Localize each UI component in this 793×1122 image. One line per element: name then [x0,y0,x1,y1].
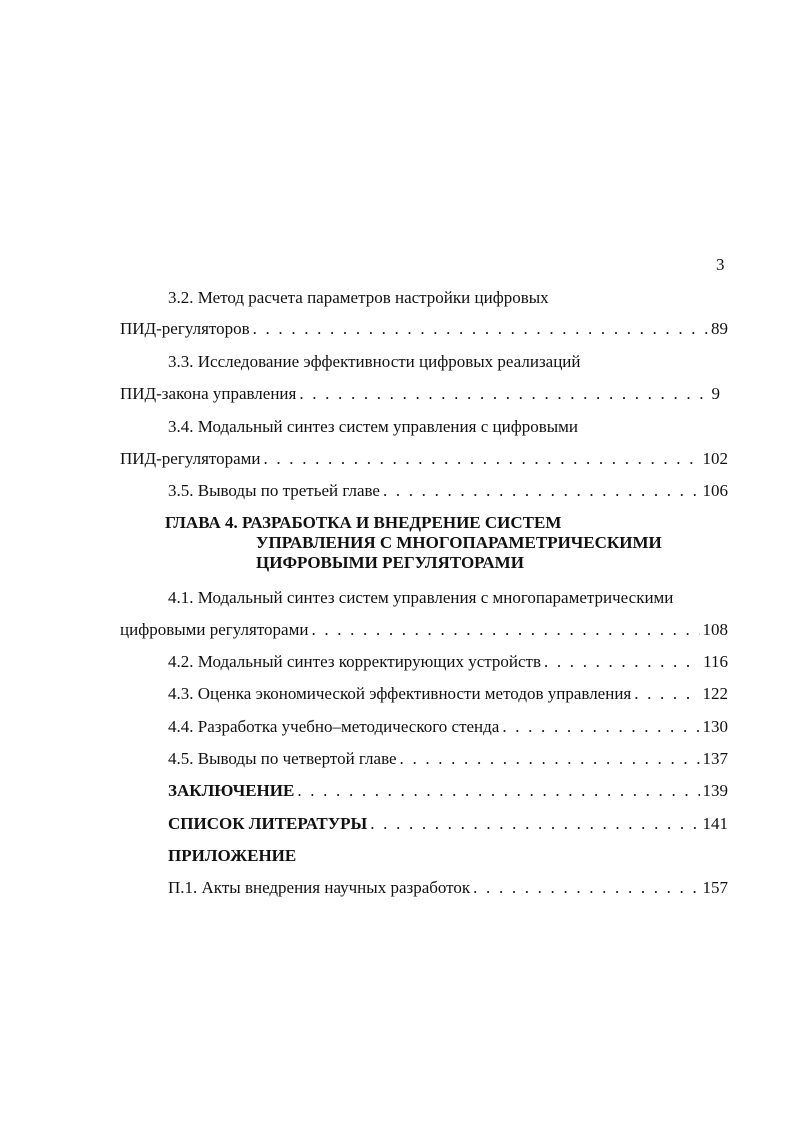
toc-page-number: 139 [702,781,728,800]
toc-entry-3-3[interactable] [120,383,720,405]
toc-entry-3-4-line1: 3.4. Модальный синтез систем управления с цифровыми [168,417,579,436]
toc-page-number: 157 [702,878,728,897]
toc-entry-4-4[interactable] [168,716,728,738]
page-number: 3 [716,255,725,274]
toc-entry-label: СПИСОК ЛИТЕРАТУРЫ [168,814,368,833]
toc-entry-label: 4.5. Выводы по четвертой главе [168,749,397,768]
dot-leader [400,748,700,770]
toc-entry-appendix[interactable]: ПРИЛОЖЕНИЕ [168,846,297,865]
toc-entry-4-3[interactable] [168,683,728,705]
toc-entry-label: 4.2. Модальный синтез корректирующих устройств [168,652,541,671]
toc-page-number: 122 [702,684,728,703]
toc-entry-3-4[interactable] [120,448,728,470]
toc-entry-3-2-line2: ПИД-регуляторов [120,319,250,338]
toc-page-number: 116 [703,652,728,671]
toc-entry-4-1-line2: цифровыми регуляторами [120,620,309,639]
toc-entry-label: 4.4. Разработка учебно–методического стенда [168,717,500,736]
toc-entry-3-4-line2: ПИД-регуляторами [120,449,261,468]
toc-page-number: 141 [702,814,728,833]
dot-leader [297,780,699,802]
toc-entry-p1[interactable] [168,877,728,899]
toc-entry-references[interactable] [168,813,728,835]
toc-entry-3-5[interactable] [168,480,728,502]
dot-leader [311,619,699,641]
toc-entry-4-1[interactable] [120,619,728,641]
toc-entry-conclusion[interactable] [168,780,728,802]
toc-page-number: 106 [702,481,728,500]
toc-page-number: 9 [711,384,720,403]
toc-entry-3-3-line1: 3.3. Исследование эффективности цифровых реализаций [168,352,581,371]
dot-leader [370,813,699,835]
dot-leader [544,651,700,673]
chapter-4-title-line1: ГЛАВА 4. РАЗРАБОТКА И ВНЕДРЕНИЕ СИСТЕМ [165,513,562,532]
dot-leader [264,448,700,470]
chapter-4-title-line2: УПРАВЛЕНИЯ С МНОГОПАРАМЕТРИЧЕСКИМИ [256,533,662,552]
toc-entry-3-2[interactable] [120,318,728,340]
toc-entry-label: 4.3. Оценка экономической эффективности методов управления [168,684,632,703]
dot-leader [502,716,699,738]
toc-entry-3-2-line1: 3.2. Метод расчета параметров настройки цифровых [168,288,549,307]
toc-entry-4-2[interactable] [168,651,728,673]
toc-page-number: 102 [702,449,728,468]
toc-page-number: 108 [702,620,728,639]
toc-entry-label: П.1. Акты внедрения научных разработок [168,878,471,897]
dot-leader [299,383,708,405]
toc-page-number: 130 [702,717,728,736]
toc-entry-label: ЗАКЛЮЧЕНИЕ [168,781,295,800]
toc-page-number: 89 [711,319,728,338]
toc-entry-label: 3.5. Выводы по третьей главе [168,481,380,500]
toc-entry-3-3-line2: ПИД-закона управления [120,384,297,403]
dot-leader [634,683,699,705]
toc-entry-4-5[interactable] [168,748,728,770]
chapter-4-title-line3: ЦИФРОВЫМИ РЕГУЛЯТОРАМИ [256,553,524,572]
dot-leader [473,877,699,899]
toc-page-number: 137 [702,749,728,768]
dot-leader [253,318,708,340]
dot-leader [383,480,700,502]
toc-entry-4-1-line1: 4.1. Модальный синтез систем управления с многопараметрическими [168,588,674,607]
